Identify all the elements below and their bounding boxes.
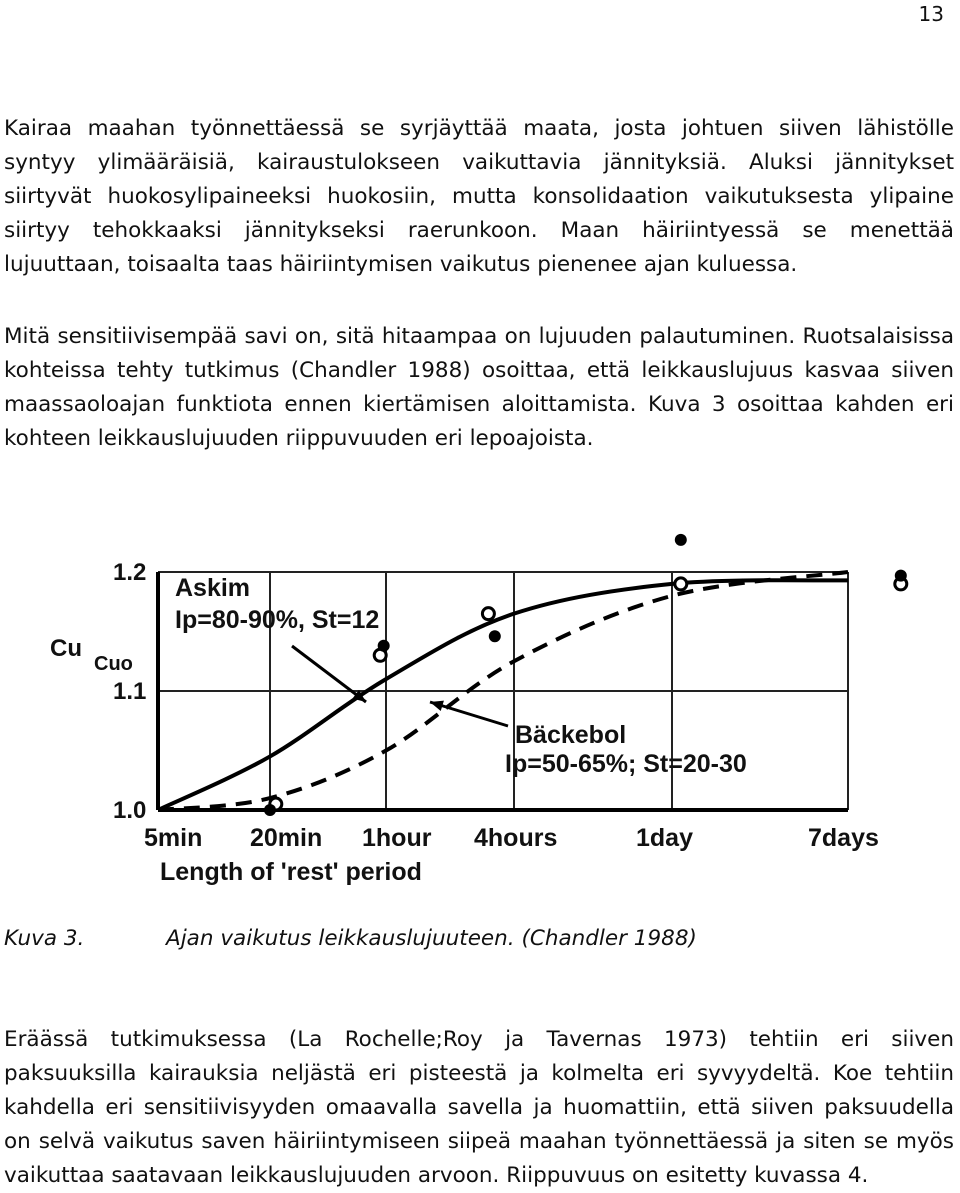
x-tick-label: 1day: [636, 824, 693, 852]
data-point-filled: [895, 570, 907, 582]
x-axis-label: Length of 'rest' period: [160, 858, 422, 886]
x-tick-label: 5min: [144, 824, 203, 852]
chart-axes: [113, 559, 879, 852]
caption-label: Kuva 3.: [4, 926, 85, 951]
backebol-pointer-arrow-head: [430, 701, 444, 711]
data-point-open: [482, 608, 494, 620]
data-point-filled: [489, 630, 501, 642]
y-axis-label-numerator: Cu: [50, 635, 82, 662]
x-tick-label: 20min: [250, 824, 323, 852]
paragraph-2: Mitä sensitiivisempää savi on, sitä hitaampaa on lujuuden palautuminen. Ruotsalaisissa kohteissa tehty tutkimus (Chandler 1988) osoittaa, että leikkauslujuus kasvaa siiven maassaoloajan funktiota ennen kiertämisen aloittamista. Kuva 3 osoittaa kahden eri kohteen leikkauslujuuden riippuvuuden eri lepoajoista.: [4, 324, 954, 451]
x-tick-label: 4hours: [474, 824, 558, 852]
data-point-open: [675, 578, 687, 590]
data-point-filled: [378, 640, 390, 652]
backebol-label: Bäckebol: [515, 721, 627, 749]
paragraph-3: Eräässä tutkimuksessa (La Rochelle;Roy ja Tavernas 1973) tehtiin eri siiven paksuuksilla kairauksia neljästä eri pisteestä ja kolmelta eri syvyydeltä. Koe tehtiin kahdella eri sensitiivisyyden omaavalla savella ja huomattiin, että siiven paksuudella on selvä vaikutus saven häiriintymiseen siipeä maahan työnnettäessä ja siten se myös vaikuttaa saatavaan leikkauslujuuden arvoon. Riippuvuus on esitetty kuvassa 4.: [4, 1027, 954, 1188]
page-number: 13: [918, 2, 944, 26]
caption-text: Ajan vaikutus leikkauslujuuteen. (Chandler 1988): [166, 926, 697, 951]
data-point-filled: [675, 534, 687, 546]
y-tick-label: 1.2: [113, 559, 147, 586]
y-axis-label-denominator: Cuo: [94, 653, 133, 675]
askim-pointer-arrow: [292, 646, 366, 702]
y-tick-label: 1.0: [113, 797, 147, 824]
askim-sublabel: Ip=80-90%, St=12: [175, 606, 380, 634]
y-tick-label: 1.1: [113, 678, 147, 705]
x-tick-label: 7days: [808, 824, 879, 852]
x-tick-label: 1hour: [362, 824, 432, 852]
paragraph-1: Kairaa maahan työnnettäessä se syrjäyttää maata, josta johtuen siiven lähistölle syntyy ylimääräisiä, kairaustulokseen vaikuttavia jännityksiä. Aluksi jännitykset siirtyvät huokosylipaineeksi huokosiin, mutta konsolidaation vaikutuksesta ylipaine siirtyy tehokkaaksi jännitykseksi raerunkoon. Maan häiriintyessä se menettää lujuuttaan, toisaalta taas häiriintymisen vaikutus pienenee ajan kuluessa.: [4, 116, 954, 277]
rest-period-chart: [0, 530, 960, 900]
data-point-filled: [264, 804, 276, 816]
askim-label: Askim: [175, 574, 251, 602]
backebol-sublabel: Ip=50-65%; St=20-30: [505, 750, 747, 778]
